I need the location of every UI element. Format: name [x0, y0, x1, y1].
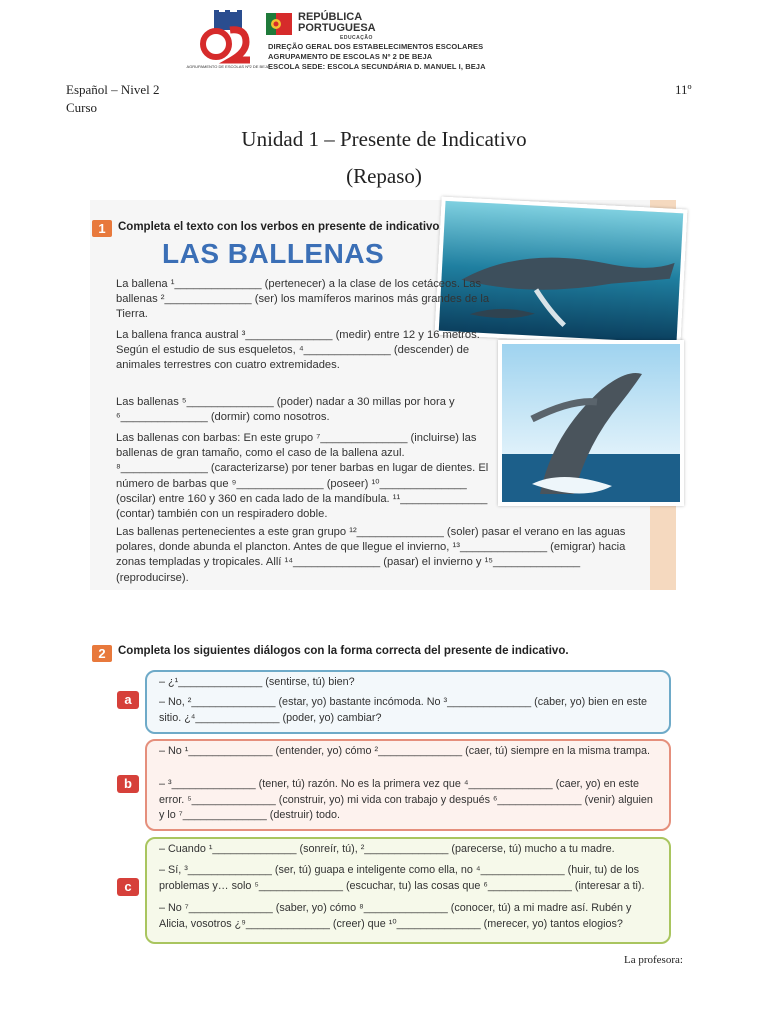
dialog-a-box [145, 670, 671, 734]
dialog-a-letter: a [117, 691, 139, 709]
exercise-1-paragraph-4: Las ballenas con barbas: En este grupo ⁷______________ (incluirse) las ballenas de gran tamaño, como el caso de la ballena azul. ⁸______________ (caracterizarse) por tener barbas en lugar de dientes. El número de barbas que ⁹______________ (poseer) ¹⁰______________ (oscilar) entre 160 y 360 en cada lado de la mandíbula. ¹¹______________ (contar) también con un respiradero doble. [116, 432, 489, 521]
teacher-signature-label: La profesora: [624, 954, 683, 966]
exercise-1-heading: LAS BALLENAS [162, 238, 385, 269]
dialog-c-line-3: – No ⁷______________ (saber, yo) cómo ⁸______________ (conocer, tú) a mi madre así. Rubén y Alicia, vosotros ¿⁹______________ (creer) que ¹⁰______________ (merecer, yo) tantos elogios? [159, 902, 632, 930]
page-title: Unidad 1 – Presente de Indicativo [241, 127, 527, 151]
svg-text:AGRUPAMENTO DE ESCOLAS Nº2 DE: AGRUPAMENTO DE ESCOLAS Nº2 DE BEJA [186, 64, 270, 69]
dialog-b-line-1: – No ¹______________ (entender, yo) cómo ²______________ (caer, tú) siempre en la misma trampa. [159, 745, 650, 757]
exercise-1-paragraph-3: Las ballenas ⁵______________ (poder) nadar a 30 millas por hora y ⁶______________ (dormir) como nosotros. [116, 396, 455, 424]
curso-label: Curso [66, 100, 98, 115]
exercise-1-paragraph-2: La ballena franca austral ³______________ (medir) entre 12 y 16 metros. Según el estudio de sus esqueletos, ⁴______________ (descender) de animales terrestres con cuatro extremidades. [116, 329, 480, 372]
swimming-whales-photo [435, 197, 688, 348]
subject-label: Español – Nivel 2 [66, 82, 160, 97]
page-subtitle: (Repaso) [346, 164, 422, 188]
dialog-c-box [145, 837, 671, 944]
header-line-2: AGRUPAMENTO DE ESCOLAS Nº 2 DE BEJA [268, 52, 433, 61]
republic-name-line1: REPÚBLICA [298, 11, 363, 23]
dialog-a-line-1: – ¿¹______________ (sentirse, tú) bien? [159, 676, 355, 688]
dialog-a-line-2: – No, ²______________ (estar, yo) bastante incómoda. No ³______________ (caber, yo) bien en este sitio. ¿⁴______________ (poder, yo) cambiar? [159, 696, 648, 724]
dialog-c-line-2: – Sí, ³______________ (ser, tú) guapa e inteligente como ella, no ⁴______________ (huir, tu) de los problemas y… solo ⁵______________ (escuchar, tu) las cosas que ⁶______________ (interesar a ti). [159, 864, 645, 892]
dialog-b-line-2: – ³______________ (tener, tú) razón. No es la primera vez que ⁴______________ (caer, yo) en este error. ⁵______________ (construir, yo) mi vida con trabajo y después ⁶______________ (venir) alguien y lo ⁷______________ (destruir) todo. [159, 778, 653, 821]
dialog-b-letter: b [117, 775, 139, 793]
dialog-c-letter: c [117, 878, 139, 896]
exercise-2-number: 2 [92, 645, 112, 662]
header-line-3: ESCOLA SEDE: ESCOLA SECUNDÁRIA D. MANUEL I, BEJA [268, 62, 486, 71]
exercise-1-instruction: Completa el texto con los verbos en presente de indicativo. [118, 221, 443, 233]
exercise-1-paragraph-1: La ballena ¹______________ (pertenecer) a la clase de los cetáceos. Las ballenas ²______________ (ser) los mamíferos marinos más grandes de la Tierra. [116, 278, 490, 321]
portugal-flag-icon [266, 13, 292, 35]
exercise-2-instruction: Completa los siguientes diálogos con la forma correcta del presente de indicativo. [118, 645, 569, 657]
education-label: EDUCAÇÃO [340, 35, 373, 41]
school-logo [186, 10, 270, 70]
breaching-whale-photo [498, 340, 684, 506]
exercise-1-number: 1 [92, 220, 112, 237]
exercise-1-paragraph-5: Las ballenas pertenecientes a este gran grupo ¹²______________ (soler) pasar el verano en las aguas polares, donde abunda el plancton. Antes de que llegue el invierno, ¹³______________ (emigrar) hacia zonas templadas y tropicales. Allí ¹⁴______________ (pasar) el invierno y ¹⁵______________ (reproducirse). [116, 526, 626, 584]
republic-name-line2: PORTUGUESA [298, 22, 376, 34]
dialog-c-line-1: – Cuando ¹______________ (sonreír, tú), ²______________ (parecerse, tú) mucho a tu madre. [159, 843, 615, 855]
header-line-1: DIREÇÃO GERAL DOS ESTABELECIMENTOS ESCOLARES [268, 42, 484, 51]
dialog-b-box [145, 739, 671, 831]
grade-label: 11º [675, 82, 692, 97]
